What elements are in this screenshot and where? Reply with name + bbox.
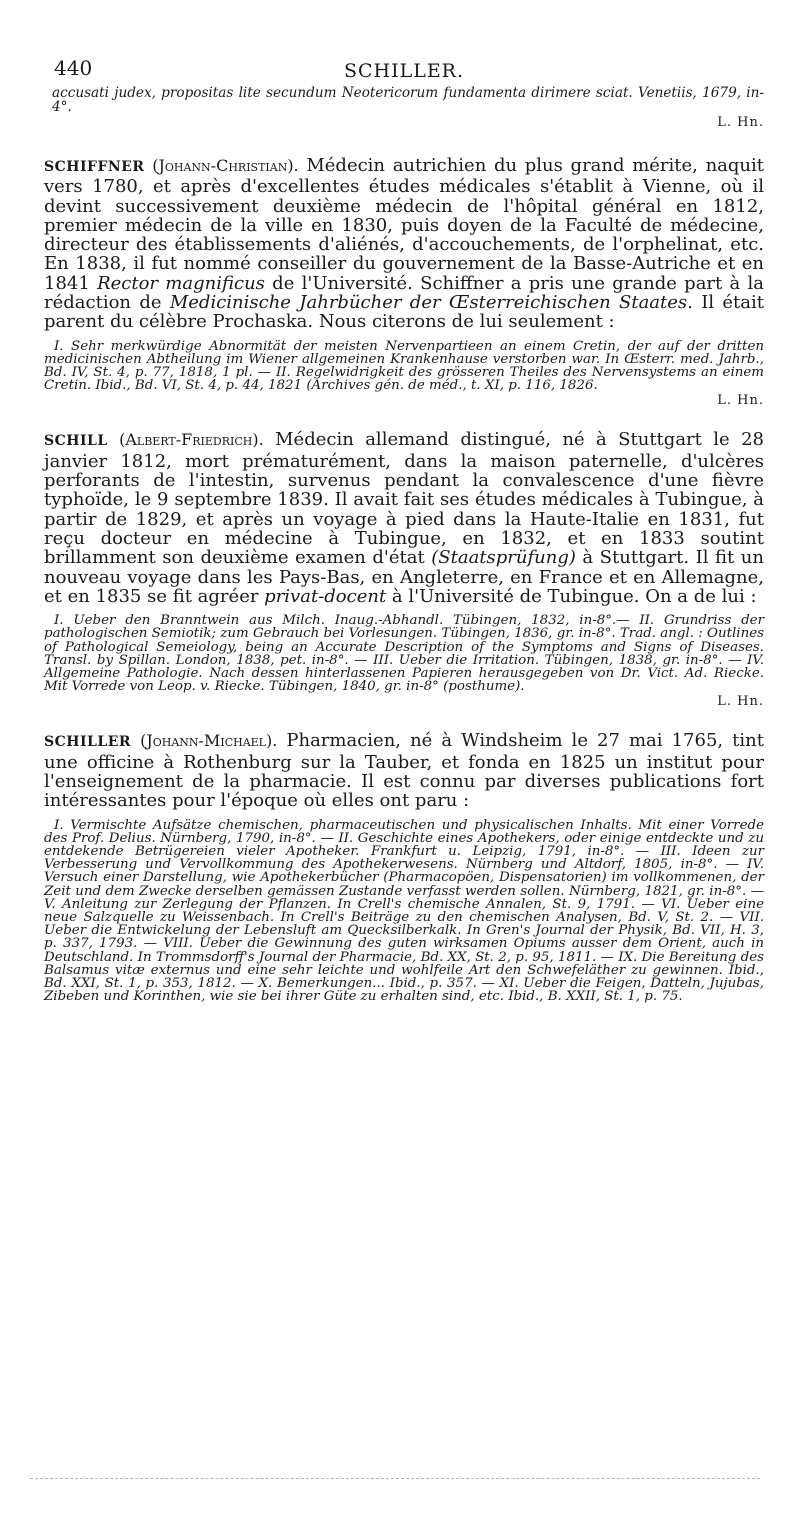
entry-body xyxy=(44,430,764,606)
entry-surname: SCHILL xyxy=(44,433,108,450)
entry-text-a: Pharmacien, né à Windsheim le 27 mai 1765, tint une officine à Rothenburg sur la Tauber, et fonda en 1825 un institut pour l'enseignement de la pharmacie. Il est connu par diverses publications fort intéressantes pour l'époque où elles ont paru : xyxy=(44,730,764,812)
entry-given-names: (Johann-Michael). xyxy=(140,731,278,751)
entry-given-names: (Albert-Friedrich). xyxy=(119,430,264,450)
entry-references xyxy=(44,614,764,693)
document-page xyxy=(44,56,764,1003)
references-text: I. Sehr merkwürdige Abnormität der meisten Nervenpartieen an einem Cretin, der auf der dritten medicinischen Abtheilung im Wiener allgemeinen Krankenhause verstorben war. In Œsterr. med. Jahrb., Bd. IV, St. 4, p. 77, 1818, 1 pl. — II. Regelwidrigkeit des grösseren Theiles des Nervensystems an einem Cretin. Ibid., Bd. VI, St. 4, p. 44, 1821 (Archives gén. de méd., t. XI, p. 116, 1826. xyxy=(44,338,764,394)
entry-references xyxy=(44,340,764,393)
entry-body xyxy=(44,156,764,332)
references-text: I. Vermischte Aufsätze chemischen, pharmaceutischen und physicalischen Inhalts. Mit einer Vorrede des Prof. Delius. Nürnberg, 1790, in-8°. — II. Geschichte eines Apothekers, oder einige entdeckte und zu entdekende Betrügereien vieler Apotheker. Frankfurt u. Leipzig, 1791, in-8°. — III. Ideen zur Verbesserung und Vervollkommung des Apothekerwesens. Nürnberg und Altdorf, 1805, in-8°. — IV. Versuch einer Darstellung, wie Apothekerbücher (Pharmacopöen, Dispensatorien) im vollkommenen, der Zeit und dem Zwecke derselben gemässen Zustande verfasst werden sollen. Nürnberg, 1821, gr. in-8°. — V. Anleitung zur Zerlegung der Pflanzen. In Crell's chemische Annalen, St. 9, 1791. — VI. Ueber eine neue Salzquelle zu Weissenbach. In Crell's Beiträge zu den chemischen Analysen, Bd. V, St. 2. — VII. Ueber die Entwickelung der Lebensluft am Quecksilberkalk. In Gren's Journal der Physik, Bd. VII, H. 3, p. 337, 1793. — VIII. Ueber die Gewinnung des guten wirksamen Opiums ausser dem Orient, auch in Deutschland. In Trommsdorff's Journal der Pharmacie, Bd. XX, St. 2, p. 95, 1811. — IX. Die Bereitung des Balsamus vitæ externus und eine sehr leichte und wohlfeile Art den Schwefeläther zu gewinnen. Ibid., Bd. XXI, St. 1, p. 353, 1812. — X. Bemerkungen... Ibid., p. 357. — XI. Ueber die Feigen, Datteln, Jujubas, Zibeben und Korinthen, wie sie bei ihrer Güte zu erhalten sind, etc. Ibid., B. XXII, St. 1, p. 75. xyxy=(44,817,764,1005)
entry-given-names: (Johann-Christian). xyxy=(152,156,299,175)
entry-surname: SCHIFFNER xyxy=(44,159,145,175)
running-title: SCHILLER. xyxy=(343,60,465,82)
entry-text-b: de l'Université. Schiffner a pris une grande part à la rédaction de xyxy=(44,272,765,314)
entry-text-c: Il était parent du célèbre Prochaska. Nous citerons de lui seulement : xyxy=(44,292,765,333)
entry-schill xyxy=(44,430,764,709)
entry-signature: L. Hn. xyxy=(717,694,764,710)
entry-text-italic-2: Medicinische Jahrbücher der Œsterreichischen Staates. xyxy=(169,292,693,314)
footer-rule xyxy=(30,1478,760,1479)
entry-text-italic: Rector magnificus xyxy=(97,272,265,294)
running-header xyxy=(44,56,764,86)
page-number: 440 xyxy=(54,56,93,80)
entry-schiffner xyxy=(44,156,764,408)
entry-text-a: Médecin autrichien du plus grand mérite, naquit vers 1780, et après d'excellentes études médicales s'établit à Vienne, où il devint successivement deuxième médecin de l'hôpital général en 1812, premier médecin de la ville en 1830, puis doyen de la Faculté de médecine, directeur des établissements d'aliénés, d'accouchements, de l'orphelinat, etc. En 1838, il fut nommé conseiller du gouvernement de la Basse-Autriche et en 1841 xyxy=(44,155,764,294)
references-text: I. Ueber den Branntwein aus Milch. Inaug.-Abhandl. Tübingen, 1832, in-8°.— II. Grundriss der pathologischen Semiotik; zum Gebrauch bei Vorlesungen. Tübingen, 1836, gr. in-8°. Trad. angl. : Outlines of Pathological Semeiology, being an Accurate Description of the Symptoms and Signs of Diseases. Transl. by Spillan. London, 1838, pet. in-8°. — III. Ueber die Irritation. Tübingen, 1838, gr. in-8°. — IV. Allgemeine Pathologie. Nach dessen hinterlassenen Papieren herausgegeben von Dr. Vict. Ad. Riecke. Mit Vorrede von Leop. v. Riecke. Tübingen, 1840, gr. in-8° (posthume). xyxy=(44,613,764,695)
entry-surname: SCHILLER xyxy=(44,734,132,751)
entry-text-italic-2: privat-docent xyxy=(264,585,387,607)
continuation-signature: L. Hn. xyxy=(717,115,764,130)
entry-signature: L. Hn. xyxy=(717,393,764,409)
entry-text-a: Médecin allemand distingué, né à Stuttgart le 28 janvier 1812, mort prématurément, dans la maison paternelle, d'ulcères perforants de l'intestin, survenus pendant la convalescence d'une fièvre typhoïde, le 9 septembre 1839. Il avait fait ses études médicales à Tubingue, à partir de 1829, et après un voyage à pied dans la Haute-Italie en 1831, fut reçu docteur en médecine à Tubingue, en 1832, et en 1833 soutint brillamment son deuxième examen d'état xyxy=(44,429,764,569)
entry-body xyxy=(44,731,764,810)
entry-schiller xyxy=(44,731,764,1003)
entry-text-b: à Stuttgart. Il fit un nouveau voyage dans les Pays-Bas, en Angleterre, en France et en Allemagne, et en 1835 se fit agréer xyxy=(44,547,764,607)
continuation-text: accusati judex, propositas lite secundum Neotericorum fundamenta dirimere sciat. Venetiis, 1679, in-4°. xyxy=(52,85,764,115)
entry-text-c: à l'Université de Tubingue. On a de lui : xyxy=(386,585,757,607)
entry-text-italic: (Staatsprüfung) xyxy=(431,547,576,569)
entry-references xyxy=(44,819,764,1004)
